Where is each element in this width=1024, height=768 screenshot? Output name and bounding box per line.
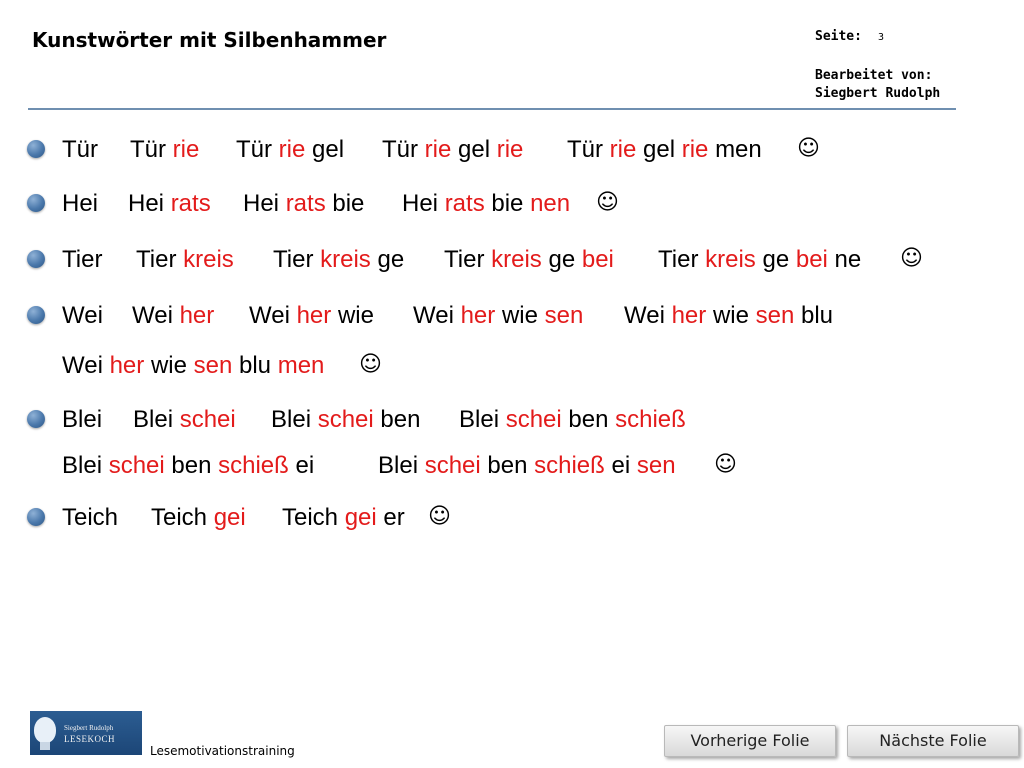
slide-meta <box>815 28 940 103</box>
editor-name: Siegbert Rudolph <box>815 86 941 101</box>
syllable: Tier <box>658 246 699 273</box>
syllable: blu <box>239 352 272 379</box>
syllable-red: her <box>109 352 145 379</box>
word-chunk <box>413 302 583 330</box>
syllable: Tür <box>567 136 603 163</box>
syllable-red: nen <box>530 190 571 217</box>
syllable: wie <box>150 352 187 379</box>
syllable-red: rie <box>278 136 306 163</box>
syllable: Wei <box>624 302 665 329</box>
word-chunk <box>151 504 246 532</box>
syllable: wie <box>712 302 749 329</box>
logo-author: Siegbert Rudolph <box>64 724 114 732</box>
word-chunk <box>243 190 364 218</box>
smiley-icon: ☺ <box>797 136 820 161</box>
syllable-red: schieß <box>534 452 605 479</box>
smiley-icon: ☺ <box>596 190 619 215</box>
word-chunk <box>444 246 614 274</box>
syllable-red: rie <box>609 136 637 163</box>
syllable: Tür <box>130 136 166 163</box>
syllable: ben <box>568 406 609 433</box>
word-chunk <box>62 504 118 532</box>
syllable: Tier <box>273 246 314 273</box>
word-chunk <box>236 136 344 164</box>
syllable-red: sen <box>636 452 676 479</box>
syllable-red: schei <box>179 406 236 433</box>
syllable: ge <box>762 246 790 273</box>
word-chunk <box>378 452 676 480</box>
syllable: gel <box>312 136 345 163</box>
syllable: Teich <box>282 504 339 531</box>
syllable-red: rie <box>496 136 524 163</box>
syllable-red: schei <box>424 452 481 479</box>
syllable-red: kreis <box>705 246 756 273</box>
syllable-red: her <box>671 302 707 329</box>
syllable: ben <box>487 452 528 479</box>
syllable-red: her <box>460 302 496 329</box>
word-chunk <box>382 136 523 164</box>
slide-title: Kunstwörter mit Silbenhammer <box>32 28 387 52</box>
syllable-red: rats <box>444 190 485 217</box>
word-chunk <box>62 352 324 380</box>
syllable: wie <box>337 302 374 329</box>
syllable-red: rie <box>681 136 709 163</box>
syllable-red: gei <box>344 504 377 531</box>
syllable: Wei <box>132 302 173 329</box>
bullet-icon <box>27 140 45 158</box>
syllable: Tür <box>62 136 98 163</box>
smiley-icon: ☺ <box>428 504 451 529</box>
syllable: wie <box>501 302 538 329</box>
syllable-red: schei <box>505 406 562 433</box>
syllable-red: kreis <box>491 246 542 273</box>
syllable-red: rats <box>285 190 326 217</box>
syllable: Tier <box>62 246 103 273</box>
word-chunk <box>271 406 420 434</box>
word-chunk <box>132 302 214 330</box>
syllable: ge <box>548 246 576 273</box>
syllable: Blei <box>133 406 174 433</box>
syllable: Teich <box>151 504 208 531</box>
word-chunk <box>62 246 102 274</box>
bullet-icon <box>27 410 45 428</box>
footer-caption: Lesemotivationstraining <box>150 744 295 758</box>
smiley-icon: ☺ <box>900 246 923 271</box>
syllable: Tür <box>382 136 418 163</box>
syllable: Hei <box>62 190 99 217</box>
page-info <box>815 28 940 47</box>
syllable: Wei <box>413 302 454 329</box>
syllable-red: rie <box>172 136 200 163</box>
syllable: bie <box>332 190 365 217</box>
page-number: 3 <box>877 32 884 43</box>
word-chunk <box>273 246 404 274</box>
syllable-red: kreis <box>183 246 234 273</box>
word-chunk <box>128 190 211 218</box>
syllable-red: schei <box>317 406 374 433</box>
bullet-icon <box>27 194 45 212</box>
syllable: Tür <box>236 136 272 163</box>
header-divider <box>28 108 956 110</box>
syllable-red: sen <box>544 302 584 329</box>
editor-info <box>815 67 940 103</box>
lesekoch-logo <box>30 711 142 755</box>
syllable: Wei <box>249 302 290 329</box>
syllable-red: schieß <box>218 452 289 479</box>
word-chunk <box>62 302 103 330</box>
syllable: gel <box>458 136 491 163</box>
syllable-red: bei <box>795 246 828 273</box>
syllable-red: schieß <box>615 406 686 433</box>
syllable: Teich <box>62 504 119 531</box>
word-chunk <box>658 246 861 274</box>
word-chunk <box>62 190 98 218</box>
syllable: ei <box>611 452 631 479</box>
syllable-red: gei <box>213 504 246 531</box>
bullet-icon <box>27 250 45 268</box>
lightbulb-icon <box>34 717 56 743</box>
syllable: men <box>715 136 762 163</box>
bullet-icon <box>27 306 45 324</box>
syllable-red: her <box>296 302 332 329</box>
syllable: gel <box>643 136 676 163</box>
syllable: Wei <box>62 352 103 379</box>
word-chunk <box>249 302 374 330</box>
syllable: ge <box>377 246 405 273</box>
bullet-icon <box>27 508 45 526</box>
syllable: bie <box>491 190 524 217</box>
smiley-icon: ☺ <box>359 352 382 377</box>
word-chunk <box>402 190 570 218</box>
syllable-red: sen <box>755 302 795 329</box>
smiley-icon: ☺ <box>714 452 737 477</box>
syllable: Tier <box>444 246 485 273</box>
lightbulb-base <box>40 742 50 750</box>
word-chunk <box>62 452 314 480</box>
syllable-red: schei <box>108 452 165 479</box>
word-chunk <box>130 136 199 164</box>
logo-brand: LESEKOCH <box>64 734 115 744</box>
next-slide-button[interactable]: Nächste Folie <box>847 725 1019 757</box>
word-chunk <box>62 406 102 434</box>
syllable: Blei <box>378 452 419 479</box>
syllable: blu <box>801 302 834 329</box>
word-chunk <box>62 136 98 164</box>
previous-slide-button[interactable]: Vorherige Folie <box>664 725 836 757</box>
word-chunk <box>459 406 686 434</box>
syllable: Tier <box>136 246 177 273</box>
word-chunk <box>567 136 762 164</box>
syllable: Blei <box>62 406 103 433</box>
syllable: Blei <box>62 452 103 479</box>
syllable: Hei <box>128 190 165 217</box>
syllable-red: rie <box>424 136 452 163</box>
syllable: Hei <box>402 190 439 217</box>
syllable: Blei <box>459 406 500 433</box>
word-chunk <box>624 302 833 330</box>
editor-label: Bearbeitet von: <box>815 68 933 83</box>
word-chunk <box>133 406 236 434</box>
syllable: ne <box>834 246 862 273</box>
page-label: Seite: <box>815 29 862 44</box>
word-chunk <box>282 504 405 532</box>
syllable: ei <box>295 452 315 479</box>
syllable: ben <box>380 406 421 433</box>
syllable: Hei <box>243 190 280 217</box>
syllable-red: kreis <box>320 246 371 273</box>
syllable-red: her <box>179 302 215 329</box>
syllable-red: rats <box>170 190 211 217</box>
syllable-red: bei <box>581 246 614 273</box>
syllable: Wei <box>62 302 103 329</box>
syllable: Blei <box>271 406 312 433</box>
syllable-red: sen <box>193 352 233 379</box>
syllable: ben <box>171 452 212 479</box>
syllable: er <box>383 504 405 531</box>
word-chunk <box>136 246 234 274</box>
syllable-red: men <box>277 352 325 379</box>
